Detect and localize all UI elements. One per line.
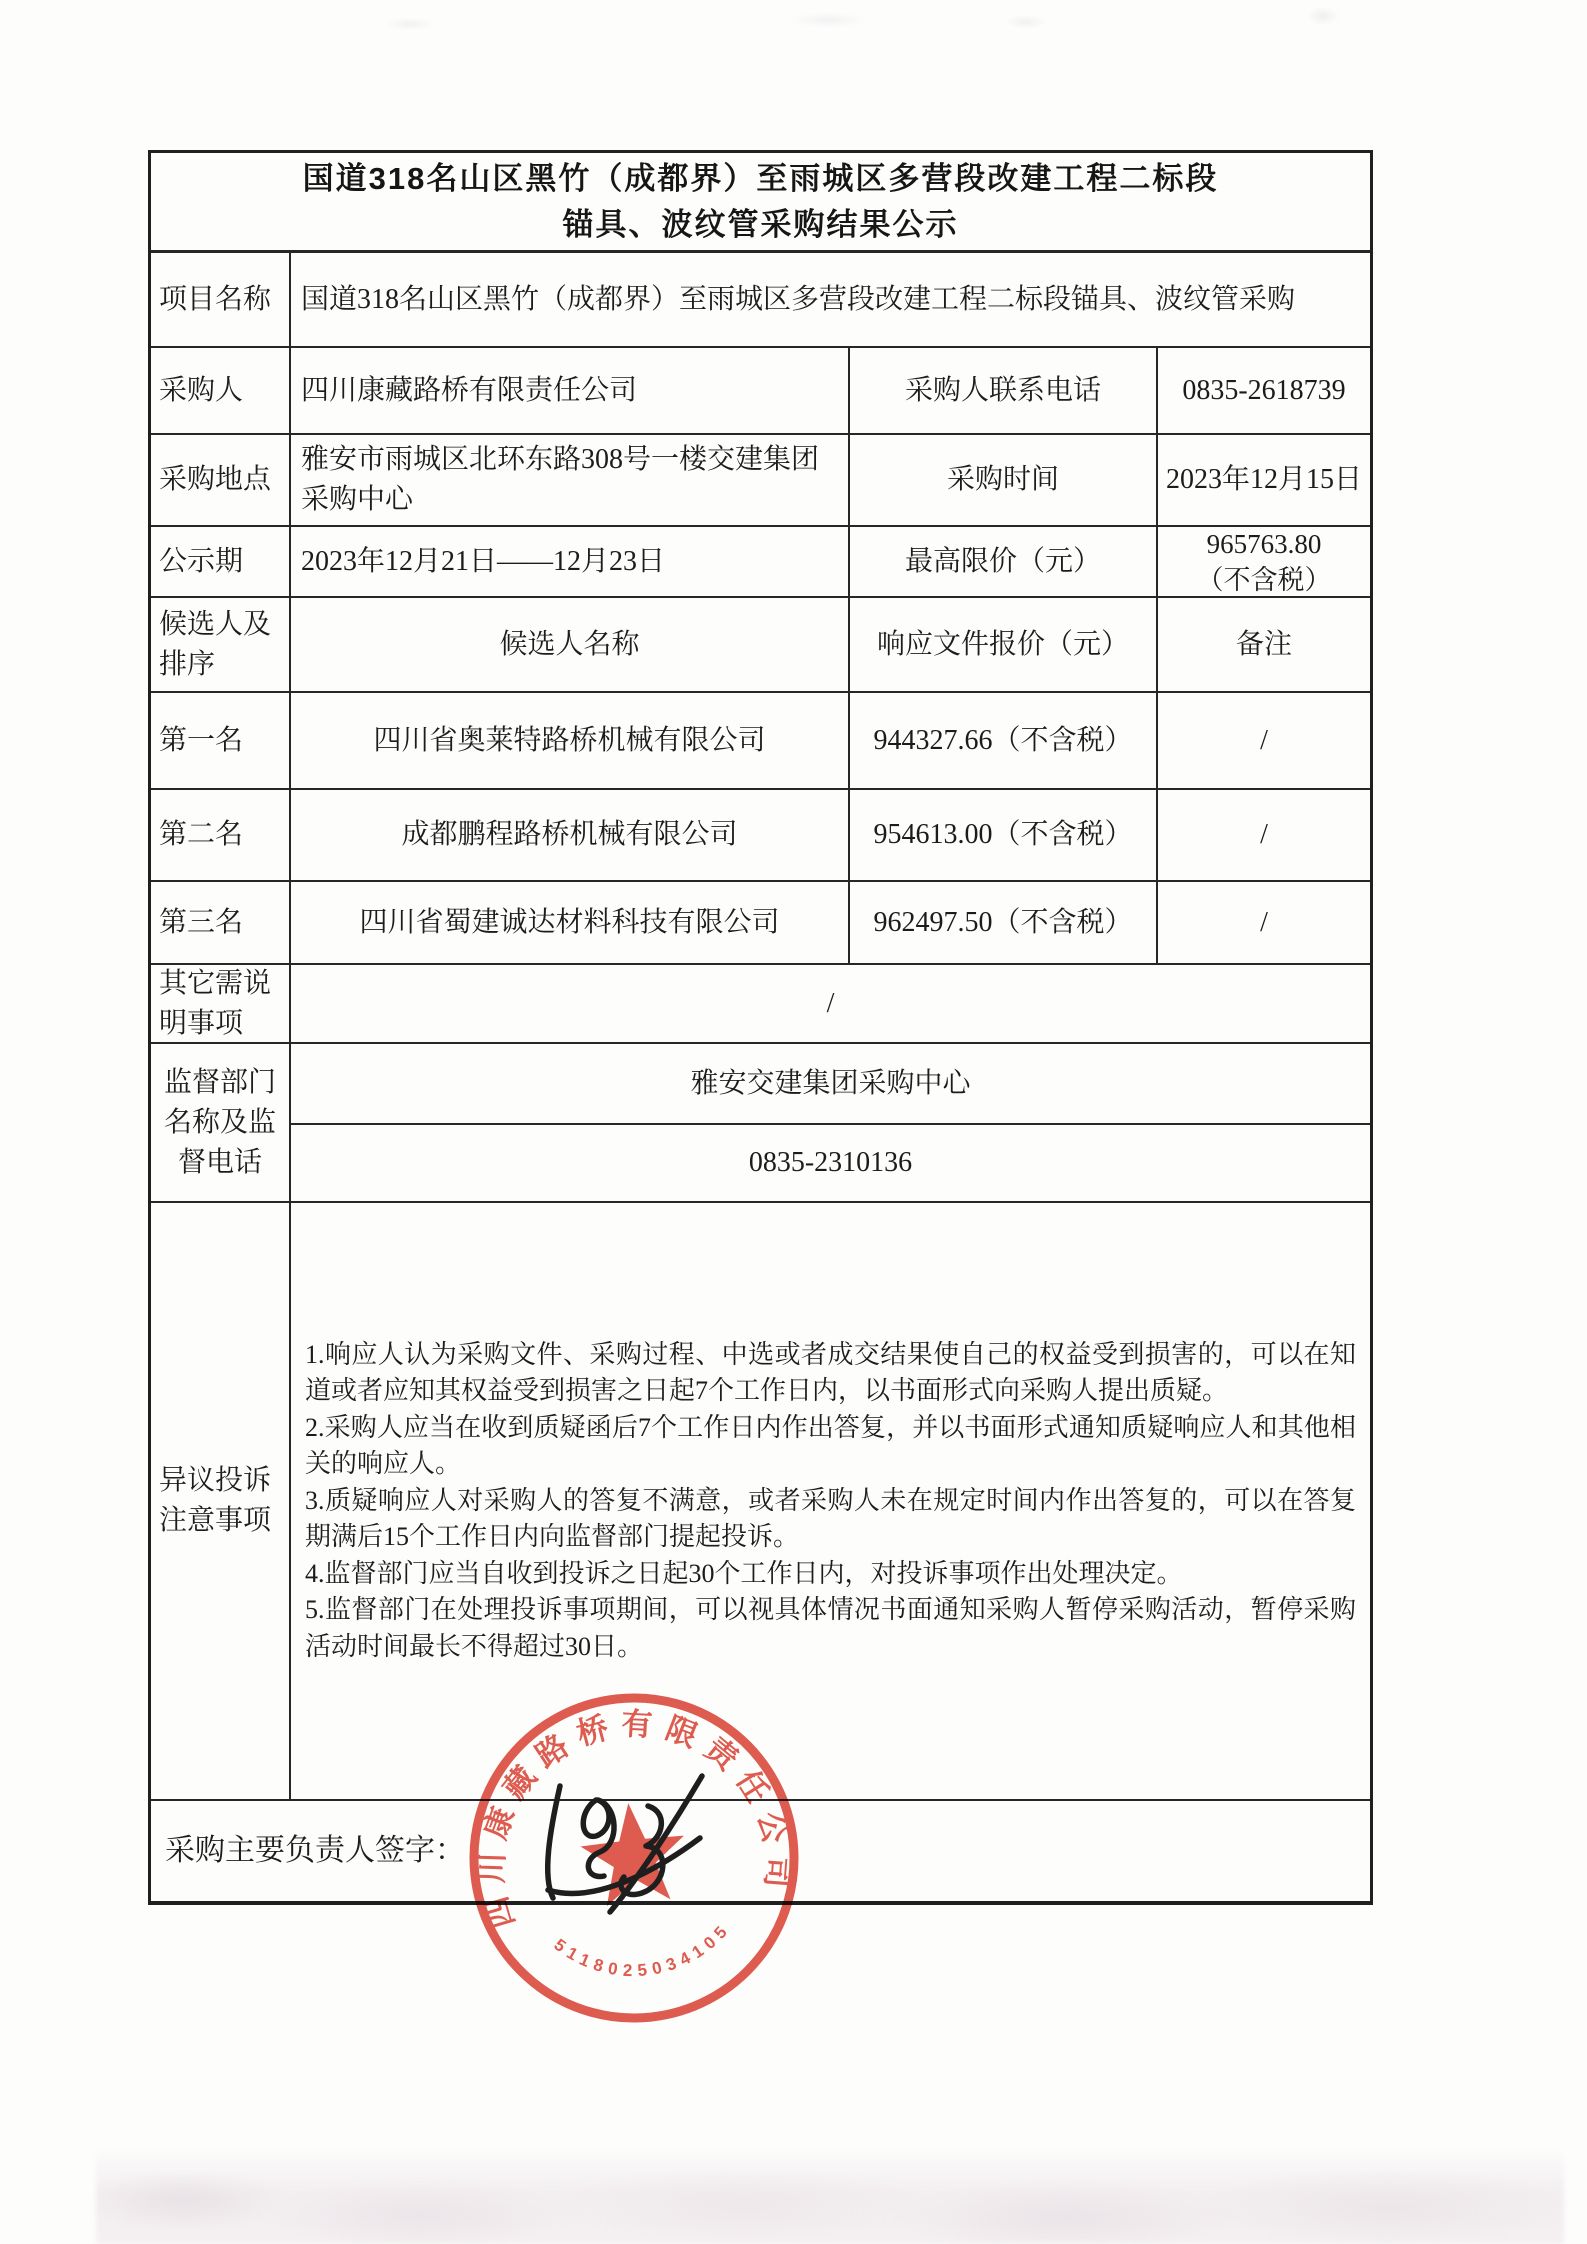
- buyer-phone-value: 0835-2618739: [1158, 348, 1370, 435]
- signer-label: 采购主要负责人签字：: [165, 1834, 465, 1867]
- rank-2-name: 成都鹏程路桥机械有限公司: [291, 790, 850, 882]
- rank-1-name: 四川省奥莱特路桥机械有限公司: [291, 693, 850, 790]
- purchase-time-label: 采购时间: [850, 435, 1158, 527]
- objection-item-4: 4.监督部门应当自收到投诉之日起30个工作日内，对投诉事项作出处理决定。: [305, 1558, 1183, 1588]
- purchase-location-value: 雅安市雨城区北环东路308号一楼交建集团采购中心: [291, 435, 850, 527]
- procurement-result-table: [148, 150, 1373, 1905]
- page-title: [151, 153, 1370, 253]
- other-notes-label: 其它需说明事项: [151, 965, 291, 1044]
- rank-1-note: /: [1158, 693, 1370, 790]
- project-name-label: 项目名称: [151, 253, 291, 348]
- project-name-value: 国道318名山区黑竹（成都界）至雨城区多营段改建工程二标段锚具、波纹管采购: [291, 253, 1370, 348]
- supervision-department: 雅安交建集团采购中心: [291, 1044, 1370, 1125]
- svg-text:5118025034105: [549, 1917, 739, 1989]
- supervision-label: 监督部门名称及监督电话: [151, 1044, 291, 1203]
- max-price-tax-note: （不含税）: [1196, 564, 1332, 595]
- candidates-section-label: 候选人及排序: [151, 598, 291, 693]
- purchase-time-value: 2023年12月15日: [1158, 435, 1370, 527]
- candidate-price-header: 响应文件报价（元）: [850, 598, 1158, 693]
- buyer-label: 采购人: [151, 348, 291, 435]
- rank-3-note: /: [1158, 882, 1370, 965]
- stamp-serial-number: 5118025034105: [550, 1918, 735, 1981]
- rank-1-label: 第一名: [151, 693, 291, 790]
- publicity-period-value: 2023年12月21日——12月23日: [291, 527, 850, 598]
- purchase-location-label: 采购地点: [151, 435, 291, 527]
- max-price-amount: 965763.80: [1206, 528, 1322, 559]
- scan-artifact-bottom: [96, 2148, 1564, 2244]
- buyer-phone-label: 采购人联系电话: [850, 348, 1158, 435]
- page-title-line1: 国道318名山区黑竹（成都界）至雨城区多营段改建工程二标段: [302, 160, 1219, 196]
- rank-2-note: /: [1158, 790, 1370, 882]
- rank-2-label: 第二名: [151, 790, 291, 882]
- rank-3-name: 四川省蜀建诚达材料科技有限公司: [291, 882, 850, 965]
- objection-text-block: [305, 1337, 1356, 1666]
- page-title-line2: 锚具、波纹管采购结果公示: [562, 206, 959, 242]
- objection-item-2: 2.采购人应当在收到质疑函后7个工作日内作出答复，并以书面形式通知质疑响应人和其他相关的响应人。: [305, 1412, 1356, 1479]
- rank-2-price: 954613.00（不含税）: [850, 790, 1158, 882]
- objection-label: 异议投诉注意事项: [151, 1203, 291, 1801]
- rank-3-price: 962497.50（不含税）: [850, 882, 1158, 965]
- supervision-phone: 0835-2310136: [291, 1125, 1370, 1203]
- objection-item-5: 5.监督部门在处理投诉事项期间，可以视具体情况书面通知采购人暂停采购活动，暂停采购活动时间最长不得超过30日。: [305, 1595, 1356, 1661]
- objection-content: [291, 1203, 1370, 1801]
- max-price-value: [1158, 527, 1370, 598]
- stamp-company-name: 四川康藏路桥有限责任公司: [474, 1706, 797, 1933]
- buyer-value: 四川康藏路桥有限责任公司: [291, 348, 850, 435]
- scan-artifact-top: [300, 0, 1400, 40]
- rank-1-price: 944327.66（不含税）: [850, 693, 1158, 790]
- publicity-period-label: 公示期: [151, 527, 291, 598]
- objection-item-3: 3.质疑响应人对采购人的答复不满意，或者采购人未在规定时间内作出答复的，可以在答复期满后15个工作日内向监督部门提起投诉。: [305, 1485, 1356, 1552]
- rank-3-label: 第三名: [151, 882, 291, 965]
- max-price-label: 最高限价（元）: [850, 527, 1158, 598]
- candidate-name-header: 候选人名称: [291, 598, 850, 693]
- other-notes-value: /: [291, 965, 1370, 1044]
- objection-item-1: 1.响应人认为采购文件、采购过程、中选或者成交结果使自己的权益受到损害的，可以在知道或者应知其权益受到损害之日起7个工作日内，以书面形式向采购人提出质疑。: [305, 1339, 1356, 1406]
- signer-row: [151, 1801, 1370, 1901]
- candidate-note-header: 备注: [1158, 598, 1370, 693]
